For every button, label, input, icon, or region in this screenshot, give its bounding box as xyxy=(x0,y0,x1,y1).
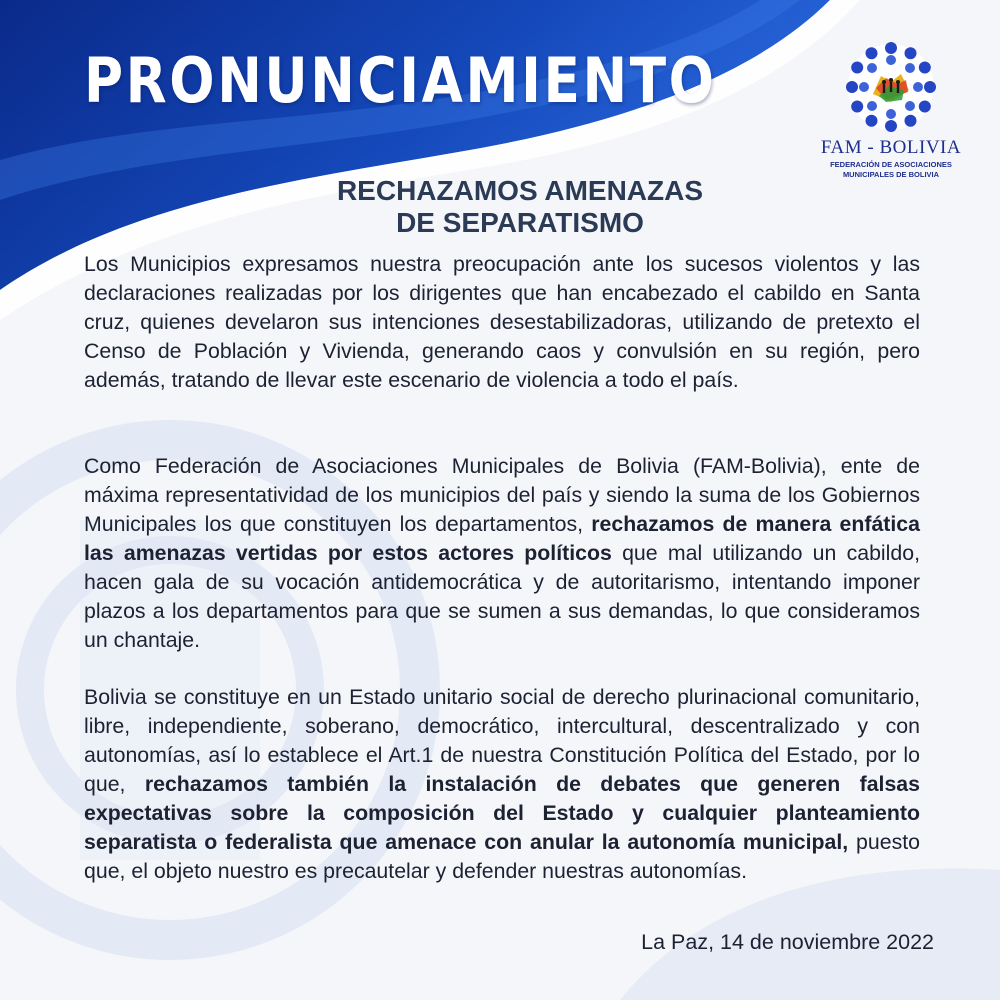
paragraph-2 xyxy=(84,452,920,655)
fam-bolivia-logo xyxy=(816,42,966,179)
paragraph-3 xyxy=(84,683,920,886)
logo-subtitle-line2: MUNICIPALES DE BOLIVIA xyxy=(842,170,940,179)
paragraph-1 xyxy=(84,250,920,395)
place-and-date: La Paz, 14 de noviembre 2022 xyxy=(641,930,934,954)
paragraph-3-text-before: Bolivia se constituye en un Estado unitario social de derecho plurinacional comunitario, libre, independiente, soberano, democrático, intercultural, descentralizado y con autonomías, así lo establece el Art.1 de nuestra Constitución Política del Estado, por lo que, xyxy=(84,685,920,796)
headline-line1: RECHAZAMOS AMENAZAS xyxy=(336,175,704,206)
page-banner-title: PRONUNCIAMIENTO xyxy=(84,44,717,117)
paragraph-2-text-after: que mal utilizando un cabildo, hacen gala de su vocación antidemocrática y de autoritarismo, intentando imponer plazos a los departamentos para que se sumen a sus demandas, lo que consideramos un chantaje. xyxy=(84,541,920,652)
paragraph-3-text-after: puesto que, el objeto nuestro es precautelar y defender nuestras autonomías. xyxy=(84,830,920,883)
paragraph-2-text-before: Como Federación de Asociaciones Municipales de Bolivia (FAM-Bolivia), ente de máxima representatividad de los municipios del país y siendo la suma de los Gobiernos Municipales los que constituyen los departamentos, xyxy=(84,454,920,536)
paragraph-2-bold-text: rechazamos de manera enfática las amenazas vertidas por estos actores políticos xyxy=(84,512,920,565)
headline-line2: DE SEPARATISMO xyxy=(396,207,644,238)
logo-emblem-icon xyxy=(846,42,936,132)
logo-subtitle-line1: FEDERACIÓN DE ASOCIACIONES xyxy=(830,160,952,169)
paragraph-3-bold-text: rechazamos también la instalación de debates que generen falsas expectativas sobre la composición del Estado y cualquier planteamiento separatista o federalista que amenace con anular la autonomía municipal, xyxy=(84,772,920,854)
logo-name: FAM - BOLIVIA xyxy=(820,137,962,158)
paragraph-1-text: Los Municipios expresamos nuestra preocupación ante los sucesos violentos y las declaraciones realizadas por los dirigentes que han encabezado el cabildo en Santa cruz, quienes develaron sus intenciones desestabilizadoras, utilizando de pretexto el Censo de Población y Vivienda, generando caos y convulsión en su región, pero además, tratando de llevar este escenario de violencia a todo el país. xyxy=(84,252,920,392)
